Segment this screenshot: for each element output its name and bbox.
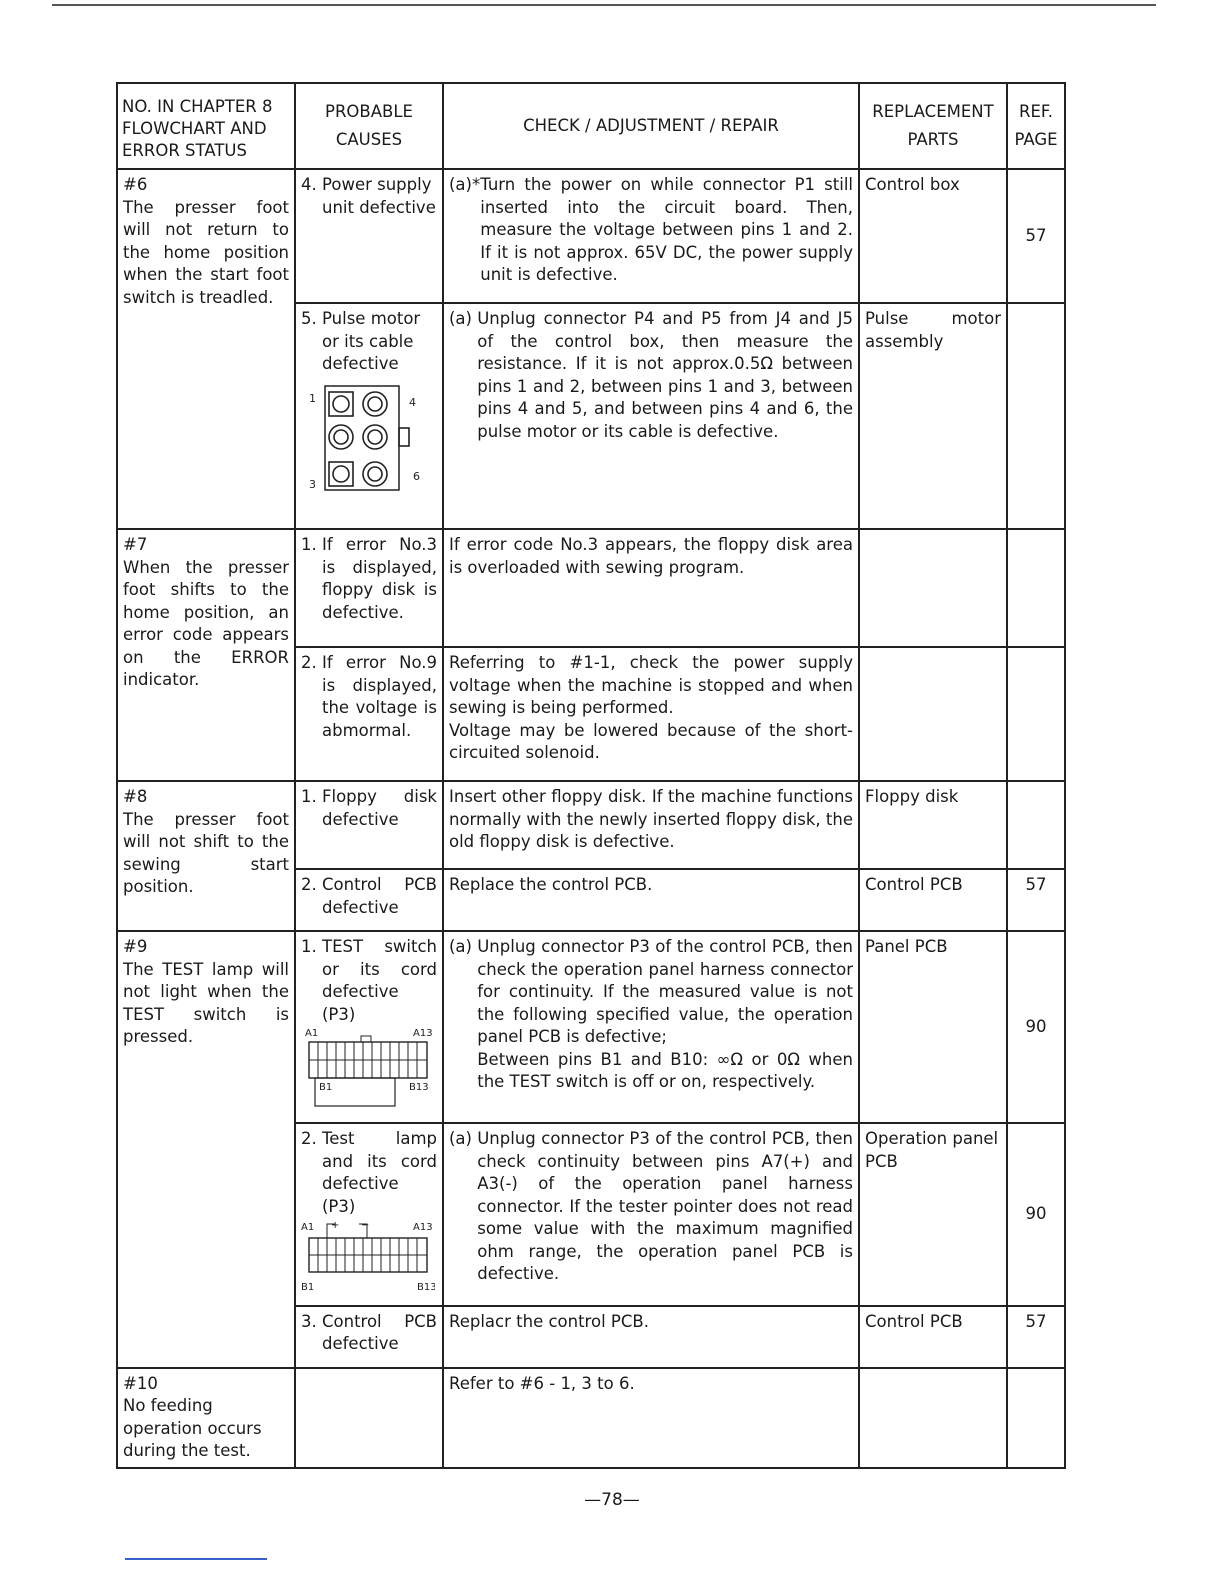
status-cell: #10 No feeding operation occurs during the test.: [117, 1368, 295, 1468]
svg-text:A1: A1: [305, 1028, 319, 1039]
header-causes: PROBABLE CAUSES: [295, 83, 443, 169]
part-cell: Floppy disk: [859, 781, 1007, 869]
cause-cell: 1. Floppy disk defective: [295, 781, 443, 869]
status-cell: #6 The presser foot will not return to the home position when the start foot switch is treadled.: [117, 169, 295, 529]
table-row: [117, 169, 1065, 303]
svg-text:B1: B1: [319, 1082, 333, 1093]
check-cell: Referring to #1-1, check the power supply voltage when the machine is stopped and when sewing is being performed. Voltage may be lowered because of the short-circuited solenoid.: [443, 647, 859, 781]
cause-cell: 2. If error No.9 is displayed, the voltage is abmormal.: [295, 647, 443, 781]
part-cell: [859, 1368, 1007, 1468]
check-cell: (a) Unplug connector P3 of the control PCB, then check continuity between pins A7(+) and A3(-) of the operation panel harness connector. If the tester pointer does not read some value with the maximum magnified ohm range, the operation panel PCB is defective.: [443, 1123, 859, 1306]
table-header-row: [117, 83, 1065, 169]
ref-cell: [1007, 303, 1065, 529]
check-cell: (a) Unplug connector P4 and P5 from J4 and J5 of the control box, then measure the resistance. If it is not approx.0.5Ω between pins 1 and 2, between pins 1 and 3, between pins 4 and 5, and between pins 4 and 6, the pulse motor or its cable is defective.: [443, 303, 859, 529]
cause-cell: 4. Power supply unit defective: [295, 169, 443, 303]
part-cell: Control box: [859, 169, 1007, 303]
check-cell: (a) Unplug connector P3 of the control PCB, then check the operation panel harness connector for continuity. If the measured value is not the following specified value, the operation panel PCB is defective; Between pins B1 and B10: ∞Ω or 0Ω when the TEST switch is off or on, respectively.: [443, 931, 859, 1123]
svg-text:B13: B13: [409, 1082, 429, 1093]
header-status: NO. IN CHAPTER 8 FLOWCHART AND ERROR STATUS: [117, 83, 295, 169]
pulse-motor-connector-diagram: [301, 382, 431, 492]
table-row: [117, 781, 1065, 869]
top-rule: [52, 4, 1156, 6]
header-ref: REF. PAGE: [1007, 83, 1065, 169]
pin-label: 4: [409, 395, 416, 409]
cause-cell: 5. Pulse motor or its cable defective 1 4 3 6: [295, 303, 443, 529]
ref-cell: [1007, 1368, 1065, 1468]
cause-cell: 2. Test lamp and its cord defective (P3) A1 A13 + − B1 B13: [295, 1123, 443, 1306]
ref-cell: [1007, 781, 1065, 869]
part-cell: [859, 647, 1007, 781]
svg-text:B13: B13: [417, 1282, 435, 1293]
check-cell: If error code No.3 appears, the floppy disk area is overloaded with sewing program.: [443, 529, 859, 647]
ref-cell: 57: [1007, 169, 1065, 303]
cause-cell: 3. Control PCB defective: [295, 1306, 443, 1368]
test-switch-connector-diagram: [301, 1026, 435, 1110]
troubleshooting-table: [116, 82, 1066, 1469]
pin-label: 3: [309, 477, 316, 491]
svg-text:−: −: [361, 1220, 370, 1231]
cause-cell: [295, 1368, 443, 1468]
ref-cell: 57: [1007, 1306, 1065, 1368]
header-check: CHECK / ADJUSTMENT / REPAIR: [443, 83, 859, 169]
table-row: [117, 931, 1065, 1123]
cause-cell: 1. If error No.3 is displayed, floppy disk is defective.: [295, 529, 443, 647]
svg-text:A1: A1: [301, 1222, 315, 1233]
status-cell: #9 The TEST lamp will not light when the TEST switch is pressed.: [117, 931, 295, 1368]
bottom-rule: [125, 1558, 267, 1560]
part-cell: Operation panel PCB: [859, 1123, 1007, 1306]
part-cell: Pulse motor assembly: [859, 303, 1007, 529]
check-cell: Replace the control PCB.: [443, 869, 859, 931]
check-cell: (a)* Turn the power on while connector P1 still inserted into the circuit board. Then, measure the voltage between pins 1 and 2. If it is not approx. 65V DC, the power supply unit is defective.: [443, 169, 859, 303]
check-cell: Replacr the control PCB.: [443, 1306, 859, 1368]
table-row: [117, 529, 1065, 647]
check-cell: Insert other floppy disk. If the machine functions normally with the newly inserted floppy disk, the old floppy disk is defective.: [443, 781, 859, 869]
svg-text:A13: A13: [413, 1222, 433, 1233]
cause-cell: 2. Control PCB defective: [295, 869, 443, 931]
ref-cell: 90: [1007, 1123, 1065, 1306]
svg-text:+: +: [331, 1220, 340, 1231]
cause-cell: 1. TEST switch or its cord defective (P3) A1 A13 B1 B13: [295, 931, 443, 1123]
part-cell: Control PCB: [859, 869, 1007, 931]
page-number: —78—: [584, 1490, 640, 1510]
svg-text:B1: B1: [301, 1282, 315, 1293]
check-cell: Refer to #6 - 1, 3 to 6.: [443, 1368, 859, 1468]
part-cell: [859, 529, 1007, 647]
status-cell: #7 When the presser foot shifts to the home position, an error code appears on the ERROR indicator.: [117, 529, 295, 781]
part-cell: Control PCB: [859, 1306, 1007, 1368]
svg-text:A13: A13: [413, 1028, 433, 1039]
test-lamp-connector-diagram: [301, 1218, 435, 1294]
table-row: [117, 1368, 1065, 1468]
ref-cell: 90: [1007, 931, 1065, 1123]
part-cell: Panel PCB: [859, 931, 1007, 1123]
ref-cell: [1007, 647, 1065, 781]
pin-label: 1: [309, 391, 316, 405]
status-cell: #8 The presser foot will not shift to the sewing start position.: [117, 781, 295, 931]
header-parts: REPLACEMENT PARTS: [859, 83, 1007, 169]
ref-cell: 57: [1007, 869, 1065, 931]
pin-label: 6: [413, 469, 420, 483]
ref-cell: [1007, 529, 1065, 647]
